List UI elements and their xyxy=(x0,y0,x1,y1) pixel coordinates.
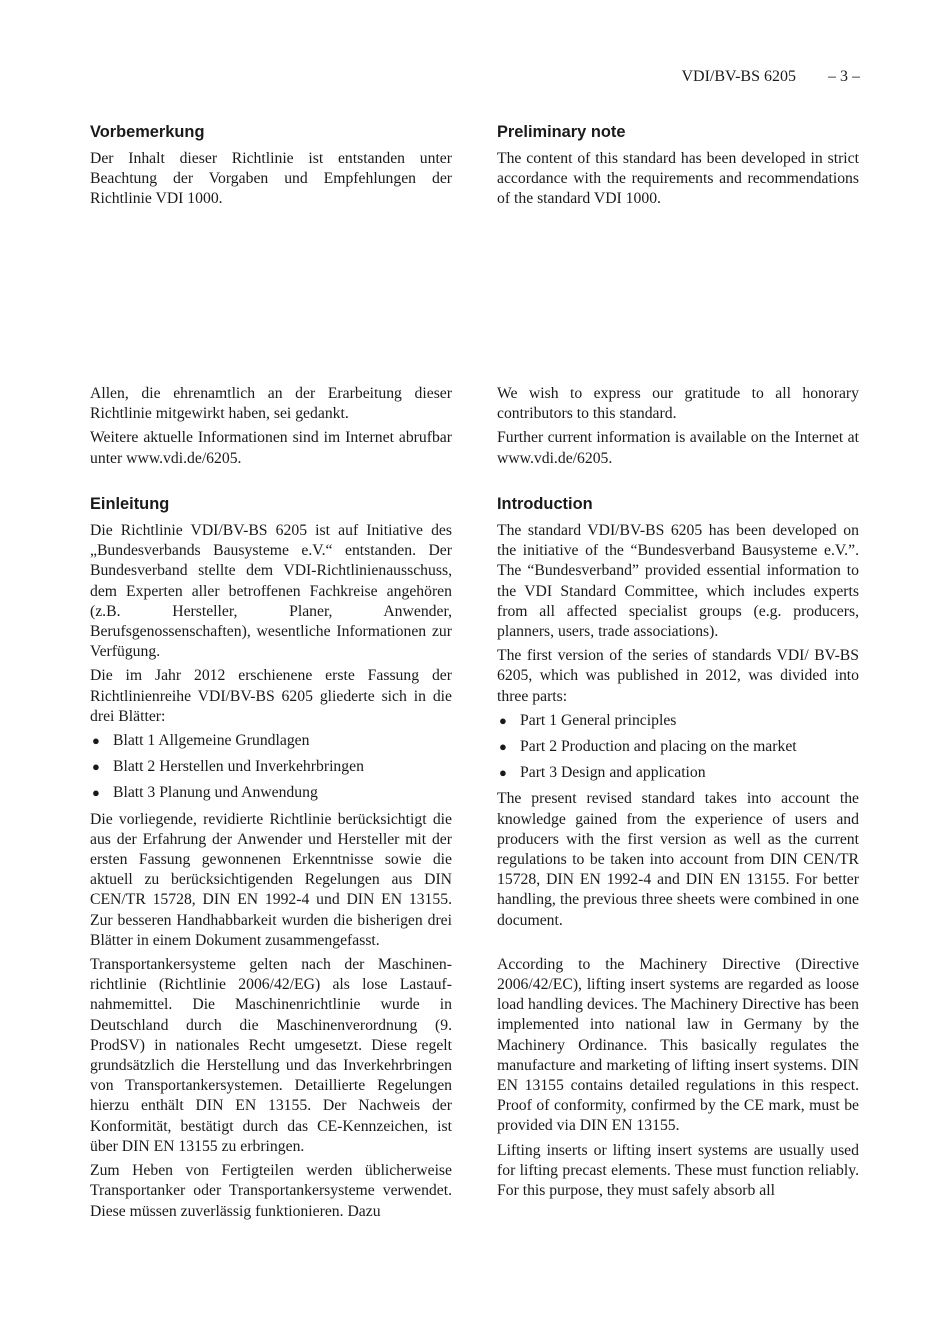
thanks-section-de xyxy=(90,384,452,473)
bullet-icon: ● xyxy=(92,733,100,749)
preliminary-heading-de: Vorbemerkung xyxy=(90,123,205,141)
introduction-section-de xyxy=(90,494,452,1226)
website-text-en: Further current information is available on the Internet at www.vdi.de/6205. xyxy=(497,429,859,467)
list-item: ● Blatt 3 Planung und Anwendung xyxy=(90,783,452,803)
bullet-icon: ● xyxy=(499,739,507,755)
intro-paragraph-2-en: The first version of the series of standards VDI/ BV-BS 6205, which was published in 2012, was divided into three parts: xyxy=(497,647,859,705)
list-item: ● Part 2 Production and placing on the market xyxy=(497,737,859,757)
page-header xyxy=(681,68,860,86)
preliminary-section-de xyxy=(90,122,452,214)
list-item: ● Part 1 General principles xyxy=(497,711,859,731)
intro-paragraph-4-en: According to the Machinery Directive (Directive 2006/42/EC), lifting insert systems are regarded as loose load handling devices. The Machinery Directive has been implemented into national law in Germany by the Machinery Ordinance. This basically regulates the manufacture and marketing of lifting insert systems. DIN EN 13155 contains detailed regulations in this respect. Proof of conformity, confirmed by the CE mark, must be provided via DIN EN 13155. xyxy=(497,955,859,1135)
page-number: – 3 – xyxy=(828,68,860,85)
intro-paragraph-5-de: Zum Heben von Fertigteilen werden üblicherweise Transportanker oder Transportankersysteme verwendet. Diese müssen zuverlässig funktionieren. Dazu xyxy=(90,1162,452,1220)
parts-list-en xyxy=(497,711,859,784)
document-id: VDI/BV-BS 6205 xyxy=(681,68,796,85)
preliminary-text-en: The content of this standard has been developed in strict accordance with the requirements and recommendations of the standard VDI 1000. xyxy=(497,150,859,208)
preliminary-heading-en: Preliminary note xyxy=(497,123,626,141)
thanks-section-en xyxy=(497,384,859,473)
bullet-icon: ● xyxy=(499,765,507,781)
bullet-icon: ● xyxy=(92,785,100,801)
parts-list-de xyxy=(90,731,452,804)
intro-paragraph-4-de: Transportankersysteme gelten nach der Maschinenrichtlinie (Richtlinie 2006/42/EG) als lose Lastaufnahmemittel. Die Maschinenrichtlinie wurde in Deutschland durch die Maschinenverordnung (9. ProdSV) in nationales Recht umgesetzt. Diese regelt grundsätzlich die Herstellung und das Inverkehrbringen von Transportankersystemen. Detaillierte Regelungen hierzu enthält DIN EN 13155. Der Nachweis der Konformität, bestätigt durch das CE-Kennzeichen, ist über DIN EN 13155 zu erbringen. xyxy=(90,956,452,1155)
list-item: ● Blatt 2 Herstellen und Inverkehrbringen xyxy=(90,757,452,777)
intro-paragraph-3-en: The present revised standard takes into account the knowledge gained from the experience of users and producers with the first version as well as the current regulations to be taken into account from DIN CEN/TR 15728, DIN EN 1992-4 and DIN EN 13155. For better handling, the previous three sheets were combined in one document. xyxy=(497,790,859,929)
intro-paragraph-2-de: Die im Jahr 2012 erschienene erste Fassung der Richtlinienreihe VDI/BV-BS 6205 gliederte sich in die drei Blätter: xyxy=(90,667,452,725)
preliminary-section-en xyxy=(497,122,859,214)
thanks-text-de: Allen, die ehrenamtlich an der Erarbeitung dieser Richtlinie mitgewirkt haben, sei gedankt. xyxy=(90,385,452,423)
introduction-section-en xyxy=(497,494,859,1205)
thanks-text-en: We wish to express our gratitude to all honorary contributors to this standard. xyxy=(497,385,859,423)
intro-paragraph-5-en: Lifting inserts or lifting insert systems are usually used for lifting precast elements. These must function reliably. For this purpose, they must safely absorb all xyxy=(497,1141,859,1200)
list-item: ● Blatt 1 Allgemeine Grundlagen xyxy=(90,731,452,751)
intro-paragraph-3-de: Die vorliegende, revidierte Richtlinie berücksichtigt die aus der Erfahrung der Anwender und Hersteller mit der ersten Fassung gewonnenen Erkenntnisse sowie die aktuell zu berücksichtigenden Regelungen aus DIN CEN/TR 15728, DIN EN 1992-4 und DIN EN 13155. Zur besseren Handhabbarkeit wurden die bisherigen drei Blätter in einem Dokument zusammengefasst. xyxy=(90,810,452,949)
list-item: ● Part 3 Design and application xyxy=(497,763,859,783)
introduction-heading-de: Einleitung xyxy=(90,495,170,513)
intro-paragraph-1-en: The standard VDI/BV-BS 6205 has been developed on the initiative of the “Bundesverband Bausysteme e.V.”. The “Bundesverband” provided essential information to the VDI Standard Committee, which includes experts from all affected specialist groups (e.g. producers, planners, users, trade associations). xyxy=(497,522,859,641)
bullet-icon: ● xyxy=(499,712,507,728)
website-text-de: Weitere aktuelle Informationen sind im Internet abrufbar unter www.vdi.de/6205. xyxy=(90,429,452,467)
intro-paragraph-1-de: Die Richtlinie VDI/BV-BS 6205 ist auf Initiative des „Bundesverbands Bausysteme e.V.“ entstanden. Der Bundesverband stellte dem VDI-Richtlinienausschuss, dem Experten aller betroffenen Fachkreise angehören (z.B. Hersteller, Planer, Anwender, Berufsgenossenschaften), wesentliche Informationen zur Verfügung. xyxy=(90,522,452,661)
preliminary-text-de: Der Inhalt dieser Richtlinie ist entstanden unter Beachtung der Vorgaben und Empfehlungen der Richtlinie VDI 1000. xyxy=(90,150,452,208)
bullet-icon: ● xyxy=(92,759,100,775)
introduction-heading-en: Introduction xyxy=(497,495,593,513)
